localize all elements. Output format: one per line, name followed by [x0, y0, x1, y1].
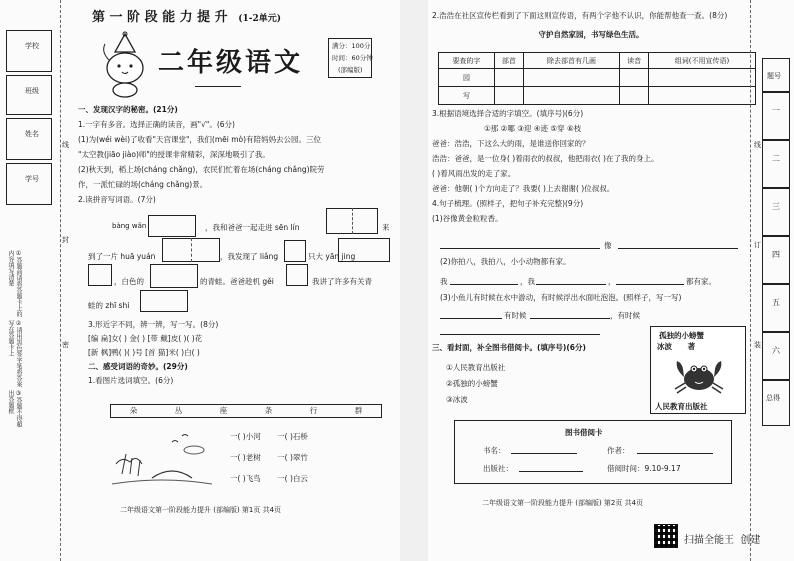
q3-line-2: 浩浩：爸爸，是一位身( )着雨衣的叔叔，他把雨衣( )在了我的身上。 [432, 154, 659, 163]
watermark-qr-icon [654, 524, 678, 548]
school-field [6, 30, 52, 72]
s3-option-3: ③冰波 [446, 395, 468, 404]
table-cell[interactable] [620, 69, 649, 87]
dictionary-table [438, 52, 756, 105]
score-col-6 [762, 332, 790, 380]
q4-prompt: 4.句子梳理。(照样子，把句子补充完整)(9分) [432, 199, 584, 208]
right-side-mark-1: 线 [754, 141, 761, 149]
word-1: 朵 [129, 406, 138, 415]
landscape-illustration [112, 424, 212, 490]
score-column [762, 58, 790, 426]
subject-title: 二年级语文 [158, 48, 304, 78]
score-col-2 [762, 140, 790, 188]
exam-note-2: ②请用黑色签字笔将答案写在答题卡上 [7, 320, 22, 388]
q4-blank-1[interactable] [440, 248, 600, 249]
side-mark-seal: 封 [62, 236, 69, 244]
cover-author: 冰波 著 [657, 342, 696, 351]
q4-example-1: (1)谷像黄金粒粒香。 [432, 214, 503, 223]
page1-footer: 二年级语文第一阶段能力提升 (部编版) 第1页 共4页 [120, 506, 282, 514]
page-2 [428, 0, 794, 561]
exam-note-1: ①答题前请将答题卡上的内容填写清楚 [7, 250, 22, 317]
table-cell[interactable] [620, 87, 649, 105]
table-header-cell: 除去部首有几画 [523, 53, 619, 69]
name-field [6, 118, 52, 160]
q4-blank-2c[interactable] [616, 284, 684, 285]
card-date: 借阅时间：9.10-9.17 [607, 464, 681, 473]
section3-heading: 三、看封面，补全图书借阅卡。(填序号)(6分) [432, 343, 586, 352]
s2-q1-prompt: 1.看图片选词填空。(6分) [88, 376, 174, 385]
q1-line-4: 作，一派忙碌的场(cháng chǎng)景。 [78, 180, 208, 189]
exam-note-3: ③答题不得超出答题框 [7, 390, 22, 428]
watermark-text: 扫描全能王 创建 [684, 535, 761, 546]
table-row [439, 69, 756, 87]
score-col-heading [762, 58, 790, 92]
class-field [6, 75, 52, 115]
school-label: 学校 [25, 42, 39, 50]
score-col-total-text: 总得 [766, 394, 780, 402]
q4-blank-3c[interactable] [440, 334, 600, 335]
exam-title [92, 6, 281, 25]
section2-heading: 二、感受词语的奇妙。(29分) [88, 362, 188, 371]
title-units: (1-2单元) [238, 14, 281, 24]
q1-line-1: (1)为(wéi wèi)了收看"天宫课堂"，我们(mēi mò)有陪妈妈去公园。三位 [78, 135, 322, 144]
fill-row-2 [230, 447, 308, 468]
word-6: 群 [354, 406, 363, 415]
subject-underline [195, 86, 241, 87]
card-title: 图书借阅卡 [565, 428, 603, 437]
score-col-total [762, 380, 790, 426]
pinyin-liang: ，我发现了 liǎng [220, 252, 279, 261]
score-col-heading-text: 题号 [767, 72, 781, 80]
table-header-cell: 要查的字 [439, 53, 495, 69]
q4-3-b: ，有时候 [610, 311, 640, 320]
table-cell[interactable] [523, 87, 619, 105]
table-cell[interactable] [649, 69, 756, 87]
q4-2-a: 我 [440, 277, 448, 286]
answer-box-3-divider [191, 238, 192, 262]
pinyin-senlin: ，我和爸爸一起走进 sēn lín [205, 223, 300, 232]
cover-publisher: 人民教育出版社 [655, 402, 708, 411]
pinyin-yanjing: 只大 yān jing [308, 252, 356, 261]
time-text: 时间：60分钟 [332, 54, 373, 62]
fill-row-3 [230, 468, 308, 489]
fill-3a: 一( )飞鸟 [230, 474, 261, 483]
q2-prompt: 2.读拼音写词语。(7分) [78, 195, 156, 204]
card-author-blank[interactable] [637, 453, 713, 454]
table-row-label: 写 [439, 87, 495, 105]
card-publisher-blank[interactable] [519, 471, 583, 472]
fill-row-1 [230, 426, 308, 447]
score-col-1 [762, 92, 790, 140]
fill-1a: 一( )小河 [230, 432, 261, 441]
crab-illustration [671, 355, 727, 395]
page1-content [78, 102, 396, 207]
table-cell[interactable] [523, 69, 619, 87]
answer-box-6[interactable] [88, 264, 112, 286]
q4-blank-2a[interactable] [450, 284, 518, 285]
right-side-mark-3: 装 [754, 341, 761, 349]
q1-prompt: 1.一字有多音。选择正确的读音，画"√"。(6分) [78, 120, 235, 129]
side-mark-secret: 密 [62, 341, 69, 349]
table-row [439, 87, 756, 105]
q3-line-3: ( )着风雨出发的走了家。 [432, 169, 516, 178]
right-binding-line [750, 0, 751, 561]
binding-line [60, 0, 61, 561]
q4-blank-1b[interactable] [618, 248, 738, 249]
answer-box-5[interactable] [338, 238, 390, 262]
exam-notes [6, 250, 22, 430]
tell-text: 我讲了许多有关青 [312, 277, 372, 286]
card-author-label: 作者： [607, 446, 630, 455]
score-col-1-text: 一 [772, 106, 780, 115]
student-id-field [6, 163, 52, 205]
score-col-5-text: 五 [772, 298, 780, 307]
name-label: 姓名 [25, 130, 39, 138]
fill-2a: 一( )老树 [230, 453, 261, 462]
section1-heading: 一、发现汉字的秘密。(21分) [78, 105, 178, 114]
borrow-card [454, 420, 732, 484]
left-info-strip [6, 30, 52, 240]
page2-footer: 二年级语文第一阶段能力提升 (部编版) 第2页 共4页 [482, 499, 644, 507]
score-col-5 [762, 284, 790, 332]
q4-blank-3b[interactable] [530, 318, 610, 319]
student-id-label: 学号 [25, 175, 39, 183]
table-row-label: 园 [439, 69, 495, 87]
line1-end: 来 [382, 223, 390, 232]
side-mark-line: 线 [62, 141, 69, 149]
q1-line-3: (2)秋天到，稻上场(cháng chǎng)，农民们忙着在场(cháng chǎng)院劳 [78, 165, 325, 174]
q3-row-1: [编 扁]女( ) 金( ) [带 戴]皮( )( )花 [88, 334, 203, 343]
page2-q3-q4 [432, 106, 752, 226]
q4-example-2: (2)你拍八，我拍八，小小动物都有家。 [440, 257, 571, 266]
table-header-cell: 组词(不用宣传语) [649, 53, 756, 69]
score-col-4 [762, 236, 790, 284]
fill-2b: 一( )翠竹 [277, 453, 308, 462]
q4-3-a: 有时候 [504, 311, 527, 320]
q3-line-1: 爸爸：浩浩，下这么大的雨，是谁送你回家的？ [432, 139, 590, 148]
title-text: 第 一 阶 段 能 力 提 升 [92, 10, 228, 25]
answer-box-7[interactable] [150, 264, 198, 288]
score-col-2-text: 二 [772, 154, 780, 163]
word-3: 座 [219, 406, 228, 415]
score-col-6-text: 六 [772, 346, 780, 355]
pinyin-bangwan: bàng wǎn [112, 222, 147, 230]
q3-line-4: 爸爸：他朝( )个方向走了？我要( )上去谢谢( )位叔叔。 [432, 184, 615, 193]
word-2: 丛 [174, 406, 183, 415]
answer-box-9[interactable] [140, 290, 188, 312]
card-book-blank[interactable] [511, 453, 577, 454]
q3-prompt: 3.形近字不同，辨一辨，写一写。(8分) [88, 320, 219, 329]
bunny-illustration [95, 30, 155, 98]
page-gutter [400, 0, 428, 561]
answer-box-2-divider [352, 208, 353, 234]
table-cell[interactable] [494, 87, 523, 105]
table-header-cell: 读音 [620, 53, 649, 69]
score-col-3 [762, 188, 790, 236]
q2-prompt-p2: 2.浩浩在社区宣传栏看到了下面这则宣传语，有两个字他不认识，你能帮他查一查。(8分) [432, 11, 728, 20]
q3-prompt-p2: 3.根据语境选择合适的字填空。(填序号)(6分) [432, 109, 584, 118]
q1-line-2: "太空教(jiāo jiào)师"的授课非常精彩，深深地吸引了我。 [78, 150, 270, 159]
score-box [328, 38, 372, 78]
card-book-label: 书名： [483, 446, 506, 455]
q3-options: ①那 ②哪 ③迎 ④迹 ⑤穿 ⑥枝 [484, 124, 582, 133]
page2-q2 [432, 8, 750, 42]
table-cell[interactable] [494, 69, 523, 87]
s3-option-2: ②孤独的小螃蟹 [446, 379, 498, 388]
answer-box-1[interactable] [148, 215, 196, 237]
q3-row-2: [新 枫]鸭( )( )号 [首 猫]米( )白( ) [88, 348, 200, 357]
fill-1b: 一( )石桥 [277, 432, 308, 441]
answer-box-8[interactable] [286, 264, 308, 286]
q4-2-c: ， [608, 277, 616, 286]
fill-rows [230, 426, 308, 489]
q4-example-3: (3)小鱼儿有时候在水中游动，有时候浮出水面吐泡泡。(照样子，写一写) [440, 293, 682, 302]
word-4: 条 [264, 406, 273, 415]
word-5: 行 [309, 406, 318, 415]
q4-blank-3a[interactable] [440, 318, 502, 319]
white-text: ，白色的 [114, 277, 144, 286]
table-header-row [439, 53, 756, 69]
pinyin-zhishi: 蛙的 zhī shi [88, 301, 130, 310]
table-cell[interactable] [649, 87, 756, 105]
q3-block [88, 318, 388, 388]
q4-blank-2b[interactable] [536, 284, 606, 285]
poster-title: 守护自然家园，书写绿色生活。 [538, 30, 644, 39]
score-col-3-text: 三 [772, 202, 780, 211]
card-publisher-label: 出版社： [483, 464, 513, 473]
word-bank [110, 404, 382, 418]
class-label: 班级 [25, 87, 39, 95]
score-text: 满分：100分 [332, 42, 371, 50]
s3-options [446, 360, 505, 408]
book-cover [650, 326, 746, 414]
q4-blank-1-word: 像 [604, 241, 612, 250]
fill-3b: 一( )白云 [277, 474, 308, 483]
s3-option-1: ①人民教育出版社 [446, 363, 506, 372]
cover-title: 孤独的小螃蟹 [659, 331, 704, 340]
q4-2-b: ，我 [520, 277, 535, 286]
edition-text: (部编版) [338, 66, 363, 74]
score-col-4-text: 四 [772, 250, 780, 259]
right-side-mark-2: 订 [754, 241, 761, 249]
table-header-cell: 部首 [494, 53, 523, 69]
q4-2-d: 都有家。 [686, 277, 716, 286]
pinyin-huayuan: 到了一片 huā yuán [88, 252, 156, 261]
answer-box-4[interactable] [284, 240, 306, 262]
frog-text: 的青蛙。爸爸趁机 gěi [200, 277, 274, 286]
